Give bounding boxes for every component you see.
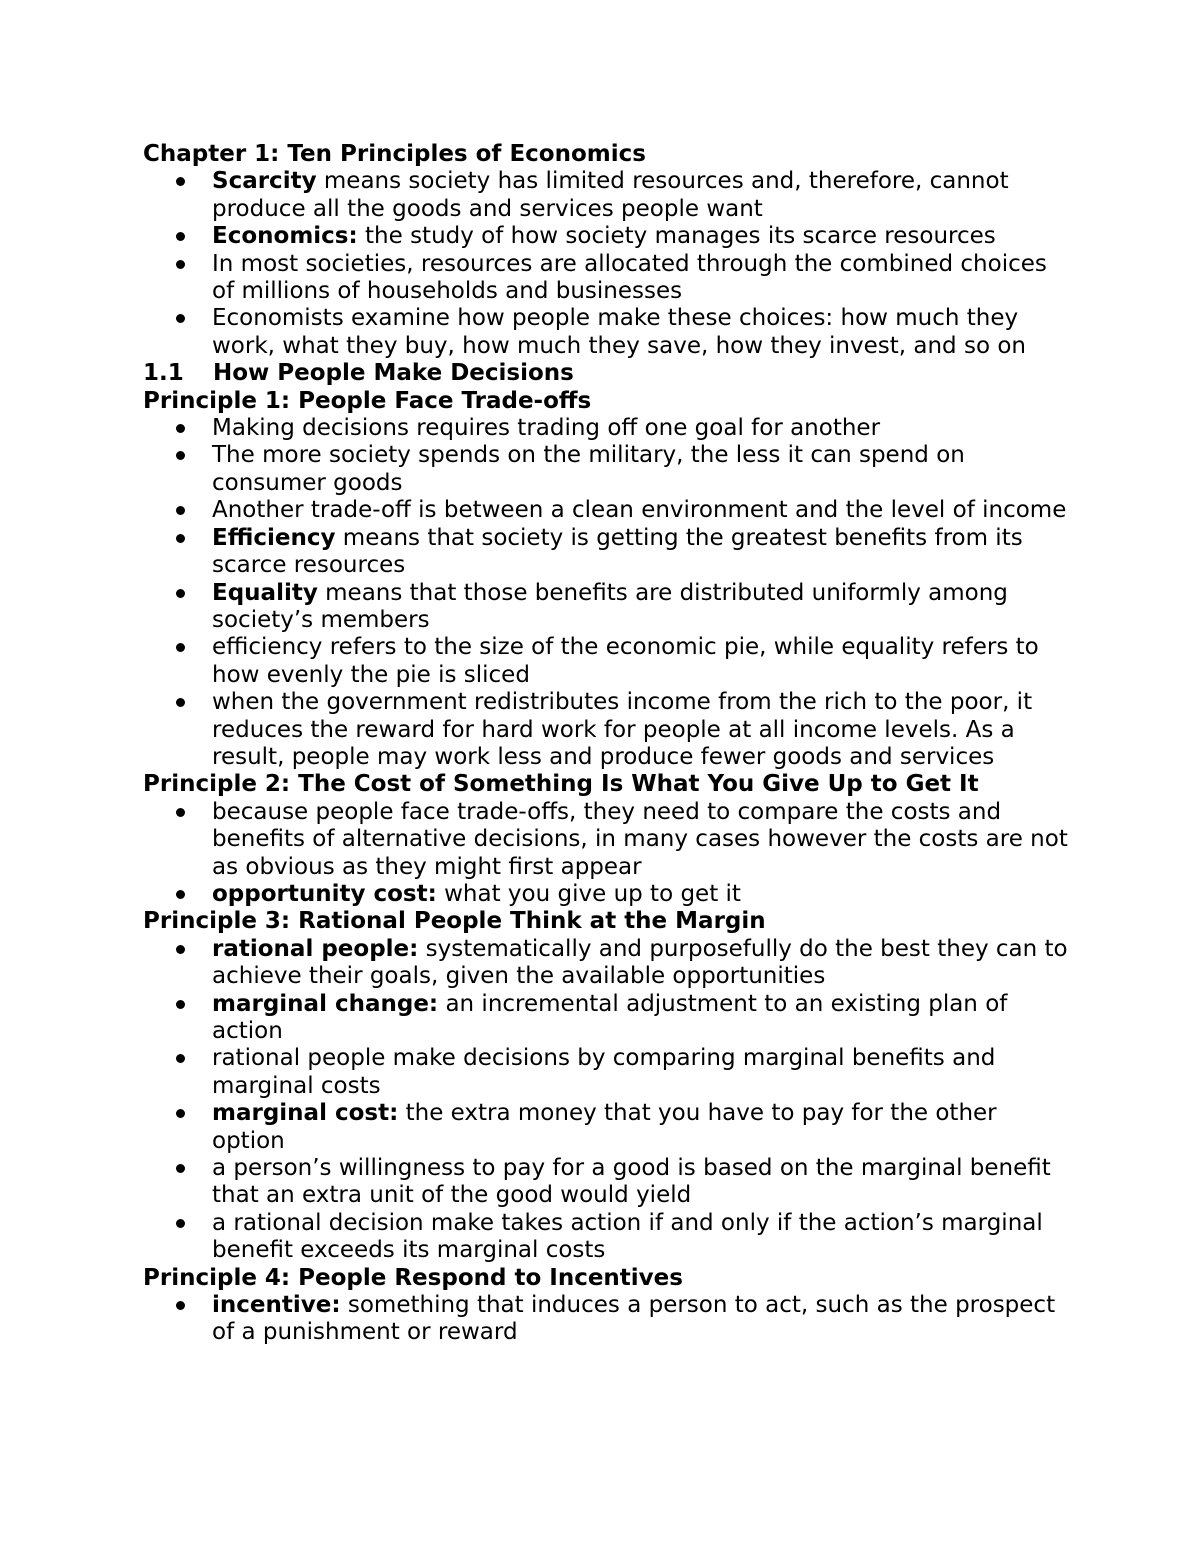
section-title: How People Make Decisions bbox=[213, 360, 574, 387]
principle-heading: Principle 1: People Face Trade-offs bbox=[143, 387, 592, 414]
principle-bullet-list bbox=[143, 799, 1073, 909]
bullet-text: In most societies, resources are allocated through the combined choices of millions of households and businesses bbox=[212, 250, 1047, 305]
section-number: 1.1 bbox=[143, 360, 184, 387]
bullet-text: The more society spends on the military, the less it can spend on consumer goods bbox=[212, 442, 965, 496]
bullet-item bbox=[212, 1045, 1073, 1100]
bullet-term: incentive: bbox=[212, 1292, 341, 1319]
bullet-item bbox=[212, 251, 1073, 306]
bullet-item bbox=[212, 689, 1073, 771]
bullet-item bbox=[212, 305, 1073, 360]
chapter-bullet-list bbox=[143, 168, 1073, 360]
bullet-text: Economists examine how people make these choices: how much they work, what they buy, how much they save, how they invest, and so on bbox=[212, 305, 1026, 359]
bullet-item bbox=[212, 881, 1073, 908]
bullet-text: an incremental adjustment to an existing plan of action bbox=[212, 990, 1008, 1044]
bullet-term: Efficiency bbox=[212, 524, 336, 551]
bullet-text: a rational decision make takes action if and only if the action’s marginal benefit exceeds its marginal costs bbox=[212, 1209, 1043, 1264]
bullet-text: when the government redistributes income from the rich to the poor, it reduces the reward for hard work for people at all income levels. As a result, people may work less and produce fewer goods and services bbox=[212, 689, 1033, 770]
document-page bbox=[143, 141, 1073, 1347]
bullet-item bbox=[212, 1155, 1073, 1210]
chapter-title: Chapter 1: Ten Principles of Economics bbox=[143, 141, 646, 167]
bullet-text: systematically and purposefully do the best they can to achieve their goals, given the available opportunities bbox=[212, 935, 1068, 990]
principle-heading: Principle 3: Rational People Think at the Margin bbox=[143, 908, 766, 935]
bullet-text: the extra money that you have to pay for the other option bbox=[212, 1100, 997, 1154]
bullet-term: Economics: bbox=[212, 223, 358, 250]
bullet-text: means that those benefits are distributed uniformly among society’s members bbox=[212, 579, 1008, 633]
principle-bullet-list bbox=[143, 415, 1073, 771]
bullet-text: something that induces a person to act, such as the prospect of a punishment or reward bbox=[212, 1292, 1056, 1346]
bullet-item bbox=[212, 223, 1073, 250]
bullet-item bbox=[212, 497, 1073, 524]
bullet-text: because people face trade-offs, they need to compare the costs and benefits of alternative decisions, in many cases however the costs are not as obvious as they might first appear bbox=[212, 798, 1068, 880]
bullet-text: what you give up to get it bbox=[436, 880, 741, 907]
bullet-item bbox=[212, 1210, 1073, 1265]
principle-heading: Principle 4: People Respond to Incentives bbox=[143, 1264, 683, 1291]
principle-bullet-list bbox=[143, 1292, 1073, 1347]
bullet-text: the study of how society manages its scarce resources bbox=[357, 223, 996, 250]
bullet-text: means society has limited resources and, therefore, cannot produce all the goods and services people want bbox=[212, 168, 1009, 222]
bullet-text: Another trade-off is between a clean environment and the level of income bbox=[212, 497, 1067, 524]
bullet-text: a person’s willingness to pay for a good is based on the marginal benefit that an extra unit of the good would yield bbox=[212, 1155, 1051, 1209]
bullet-text: rational people make decisions by comparing marginal benefits and marginal costs bbox=[212, 1045, 996, 1099]
bullet-text: means that society is getting the greatest benefits from its scarce resources bbox=[212, 524, 1023, 579]
bullet-item bbox=[212, 936, 1073, 991]
bullet-item bbox=[212, 991, 1073, 1046]
bullet-text: Making decisions requires trading off one goal for another bbox=[212, 415, 881, 442]
bullet-term: opportunity cost: bbox=[212, 880, 437, 907]
bullet-item bbox=[212, 442, 1073, 497]
bullet-term: rational people: bbox=[212, 935, 419, 962]
bullet-term: Scarcity bbox=[212, 168, 317, 195]
bullet-item bbox=[212, 580, 1073, 635]
bullet-item bbox=[212, 415, 1073, 442]
bullet-term: Equality bbox=[212, 579, 318, 606]
bullet-text: efficiency refers to the size of the economic pie, while equality refers to how evenly the pie is sliced bbox=[212, 634, 1039, 688]
section-heading bbox=[143, 360, 1073, 387]
bullet-item bbox=[212, 634, 1073, 689]
principle-heading: Principle 2: The Cost of Something Is What You Give Up to Get It bbox=[143, 771, 979, 798]
bullet-item bbox=[212, 1100, 1073, 1155]
bullet-term: marginal change: bbox=[212, 990, 439, 1017]
bullet-item bbox=[212, 168, 1073, 223]
bullet-item bbox=[212, 525, 1073, 580]
bullet-item bbox=[212, 799, 1073, 881]
principle-bullet-list bbox=[143, 936, 1073, 1265]
bullet-item bbox=[212, 1292, 1073, 1347]
bullet-term: marginal cost: bbox=[212, 1100, 399, 1127]
